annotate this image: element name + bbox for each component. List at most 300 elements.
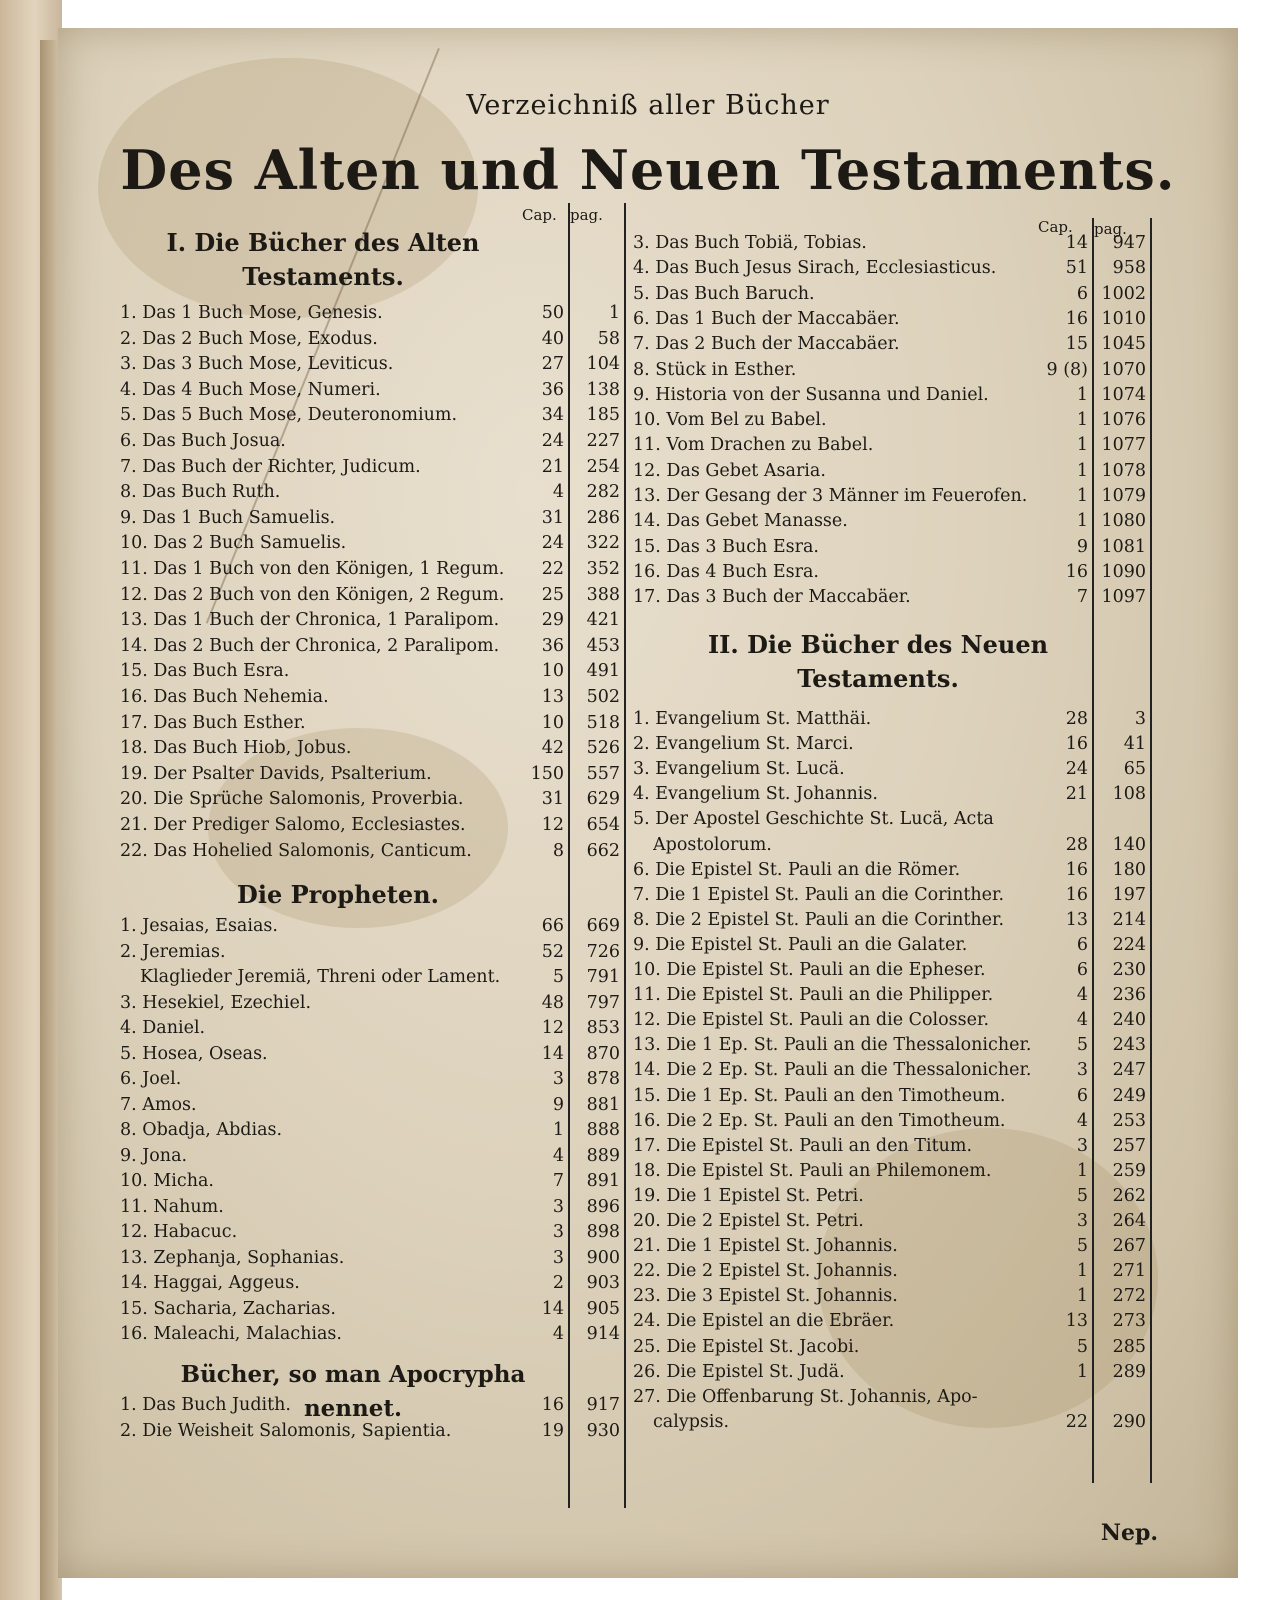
book-entry — [120, 1297, 620, 1322]
book-title: 5. Das 5 Buch Mose, Deuteronomium. — [120, 405, 458, 426]
book-title: 7. Das Buch der Richter, Judicum. — [120, 456, 421, 477]
page-number: 271 — [1112, 1261, 1146, 1282]
book-title: 14. Das 2 Buch der Chronica, 2 Paralipom. — [120, 635, 500, 656]
book-entry — [633, 707, 1146, 732]
page-number: 254 — [586, 456, 620, 477]
book-entry — [120, 659, 620, 684]
chapter-count: 5 — [1076, 1336, 1088, 1357]
chapter-count: 1 — [1076, 1286, 1088, 1307]
page-number: 108 — [1112, 784, 1146, 805]
book-entry — [120, 352, 620, 377]
book-entry — [120, 531, 620, 556]
page-number: 41 — [1123, 734, 1146, 755]
book-entry — [120, 736, 620, 761]
page-number: 1045 — [1101, 334, 1146, 355]
book-title: 22. Die 2 Epistel St. Johannis. — [633, 1261, 898, 1282]
chapter-count: 1 — [1076, 460, 1088, 481]
page-number: 104 — [586, 354, 620, 375]
book-entry — [633, 1385, 1146, 1410]
page-number: 903 — [586, 1273, 620, 1293]
page-number: 557 — [586, 763, 620, 784]
page-number: 322 — [586, 533, 620, 554]
page-number: 914 — [586, 1324, 620, 1344]
book-title: 9. Die Epistel St. Pauli an die Galater. — [633, 934, 968, 955]
chapter-count: 16 — [1065, 308, 1088, 329]
chapter-count: 36 — [541, 379, 564, 400]
chapter-count: 1 — [1076, 435, 1088, 456]
book-entry — [633, 535, 1146, 560]
book-title: 12. Die Epistel St. Pauli an die Colosser. — [633, 1010, 990, 1031]
page-number: 227 — [586, 431, 620, 451]
book-entry — [633, 459, 1146, 484]
page-number: 654 — [586, 815, 620, 835]
page-title: Des Alten und Neuen Testaments. — [120, 138, 1176, 202]
book-title: 18. Die Epistel St. Pauli an Philemonem. — [633, 1160, 992, 1181]
page-number: 247 — [1112, 1060, 1146, 1081]
book-title: 15. Das Buch Esra. — [120, 661, 290, 682]
book-title: 16. Das Buch Nehemia. — [120, 687, 329, 707]
book-entry — [633, 307, 1146, 332]
cap-column-header-left: Cap. — [522, 206, 557, 224]
book-entry — [633, 1309, 1146, 1334]
chapter-count: 42 — [541, 738, 564, 759]
chapter-count: 28 — [1065, 709, 1088, 729]
book-title: 1. Jesaias, Esaias. — [120, 916, 278, 936]
chapter-count: 66 — [541, 916, 564, 936]
page-number: 896 — [586, 1196, 620, 1217]
book-title: 10. Micha. — [120, 1171, 214, 1191]
chapter-count: 6 — [1076, 960, 1088, 980]
book-title: 13. Das 1 Buch der Chronica, 1 Paralipom. — [120, 610, 500, 631]
page-number: 1070 — [1101, 359, 1146, 380]
book-title: 3. Hesekiel, Ezechiel. — [120, 992, 312, 1013]
chapter-count: 25 — [541, 584, 564, 605]
chapter-count: 14 — [1065, 233, 1088, 253]
page-number: 289 — [1112, 1361, 1146, 1382]
book-title: 11. Das 1 Buch von den Königen, 1 Regum. — [120, 559, 505, 579]
page-number: 629 — [586, 789, 620, 810]
page-number: 930 — [586, 1421, 620, 1441]
chapter-count: 51 — [1065, 258, 1088, 279]
book-title: 14. Haggai, Aggeus. — [120, 1273, 300, 1293]
book-entry — [633, 1184, 1146, 1209]
book-title: 5. Der Apostel Geschichte St. Lucä, Acta — [633, 809, 994, 830]
section-new-testament: II. Die Bücher des Neuen Testaments. — [707, 630, 1049, 693]
book-entry — [120, 506, 620, 531]
book-title: 5. Das Buch Baruch. — [633, 283, 815, 304]
book-entry — [120, 1144, 620, 1169]
book-entry — [633, 332, 1146, 357]
book-title: 6. Das Buch Josua. — [120, 431, 286, 451]
book-entry — [120, 1093, 620, 1118]
book-title: 5. Hosea, Oseas. — [120, 1043, 268, 1064]
chapter-count: 4 — [1076, 985, 1088, 1006]
chapter-count: 3 — [552, 1069, 564, 1089]
book-title: 19. Der Psalter Davids, Psalterium. — [120, 763, 432, 784]
chapter-count: 28 — [1065, 834, 1088, 855]
book-entry — [120, 1169, 620, 1194]
book-title: 6. Joel. — [120, 1069, 182, 1089]
book-page — [58, 28, 1238, 1578]
book-entry — [633, 732, 1146, 757]
page-number: 230 — [1112, 960, 1146, 980]
book-entry — [633, 358, 1146, 383]
chapter-count: 5 — [552, 967, 564, 987]
page-number: 3 — [1134, 709, 1146, 729]
book-title: 9. Jona. — [120, 1145, 188, 1166]
book-title: 1. Evangelium St. Matthäi. — [633, 709, 872, 729]
book-entry — [633, 408, 1146, 433]
page-number: 898 — [586, 1222, 620, 1242]
page-number: 236 — [1112, 985, 1146, 1006]
section-apocrypha: Bücher, so man Apocrypha nennet. — [180, 1361, 526, 1422]
page-number: 1090 — [1101, 561, 1146, 582]
page-number: 257 — [1112, 1135, 1146, 1156]
book-entry — [120, 1246, 620, 1271]
book-entry — [633, 782, 1146, 807]
book-title: 12. Das Gebet Asaria. — [633, 460, 826, 481]
page-number: 421 — [586, 610, 620, 631]
book-title: 14. Das Gebet Manasse. — [633, 511, 848, 532]
page-number: 878 — [586, 1069, 620, 1089]
book-title: 18. Das Buch Hiob, Jobus. — [120, 738, 352, 759]
book-entry — [633, 1234, 1146, 1259]
book-entry — [120, 914, 620, 939]
book-title: 23. Die 3 Epistel St. Johannis. — [633, 1286, 898, 1307]
chapter-count: 21 — [541, 456, 564, 477]
chapter-count: 40 — [541, 328, 564, 349]
book-entry — [633, 585, 1146, 610]
page-number: 453 — [586, 635, 620, 656]
page-number: 1078 — [1101, 460, 1146, 481]
page-number: 285 — [1112, 1336, 1146, 1357]
book-title: 12. Das 2 Buch von den Königen, 2 Regum. — [120, 584, 505, 605]
book-title: 10. Die Epistel St. Pauli an die Epheser. — [633, 960, 986, 980]
book-entry — [120, 1220, 620, 1245]
page-number: 1081 — [1101, 536, 1146, 557]
book-entry — [633, 433, 1146, 458]
chapter-count: 10 — [541, 661, 564, 682]
book-title: 15. Sacharia, Zacharias. — [120, 1298, 336, 1319]
book-title: 20. Die Sprüche Salomonis, Proverbia. — [120, 789, 464, 810]
book-title: 3. Das 3 Buch Mose, Leviticus. — [120, 354, 394, 375]
chapter-count: 31 — [541, 789, 564, 810]
book-entry — [120, 1419, 620, 1444]
page-number: 262 — [1112, 1185, 1146, 1206]
page-number: 958 — [1112, 258, 1146, 279]
book-title: 3. Evangelium St. Lucä. — [633, 759, 845, 780]
page-number: 526 — [586, 738, 620, 759]
chapter-count: 14 — [541, 1043, 564, 1064]
book-title: 4. Evangelium St. Johannis. — [633, 784, 878, 805]
book-entry — [120, 787, 620, 812]
chapter-count: 9 — [1076, 536, 1088, 557]
page-number: 870 — [586, 1043, 620, 1064]
book-title: 16. Maleachi, Malachias. — [120, 1324, 342, 1344]
book-entry — [633, 1134, 1146, 1159]
page-number: 185 — [586, 405, 620, 426]
page-number: 253 — [1112, 1110, 1146, 1131]
chapter-count: 3 — [552, 1247, 564, 1268]
book-title: 2. Die Weisheit Salomonis, Sapientia. — [120, 1421, 452, 1441]
book-title: 13. Zephanja, Sophanias. — [120, 1247, 345, 1268]
book-entry — [633, 1360, 1146, 1385]
chapter-count: 16 — [1065, 859, 1088, 880]
book-title: 14. Die 2 Ep. St. Pauli an die Thessalonicher. — [633, 1060, 1032, 1081]
chapter-count: 3 — [1076, 1211, 1088, 1231]
page-number: 65 — [1123, 759, 1146, 780]
book-entry — [120, 557, 620, 582]
chapter-count: 48 — [541, 992, 564, 1013]
book-title: 8. Das Buch Ruth. — [120, 482, 281, 503]
book-title: 8. Die 2 Epistel St. Pauli an die Corinther. — [633, 909, 1005, 930]
book-title: 2. Evangelium St. Marci. — [633, 734, 854, 755]
page-subtitle: Verzeichniß aller Bücher — [466, 90, 830, 121]
book-title: 21. Die 1 Epistel St. Johannis. — [633, 1236, 898, 1257]
book-title: calypsis. — [653, 1411, 730, 1432]
book-title: 6. Das 1 Buch der Maccabäer. — [633, 308, 900, 329]
book-title: 13. Die 1 Ep. St. Pauli an die Thessalonicher. — [633, 1035, 1032, 1056]
book-entry — [633, 858, 1146, 883]
book-title: 11. Nahum. — [120, 1196, 224, 1217]
book-title: 16. Die 2 Ep. St. Pauli an den Timotheum. — [633, 1110, 1006, 1131]
chapter-count: 12 — [541, 1018, 564, 1038]
book-title: 22. Das Hohelied Salomonis, Canticum. — [120, 840, 472, 861]
page-number: 58 — [597, 328, 620, 349]
chapter-count: 7 — [552, 1171, 564, 1191]
chapter-count: 16 — [1065, 734, 1088, 755]
section-prophets: Die Propheten. — [237, 880, 439, 909]
chapter-count: 6 — [1076, 1085, 1088, 1106]
page-number: 917 — [586, 1395, 620, 1415]
chapter-count: 24 — [541, 533, 564, 554]
book-title: 11. Vom Drachen zu Babel. — [633, 435, 874, 456]
book-title: 7. Die 1 Epistel St. Pauli an die Corinther. — [633, 884, 1005, 905]
chapter-count: 3 — [552, 1196, 564, 1217]
book-entry — [633, 1410, 1146, 1435]
chapter-count: 4 — [552, 482, 564, 503]
book-entry — [633, 883, 1146, 908]
book-entry — [633, 1209, 1146, 1234]
book-entry — [633, 1159, 1146, 1184]
page-number: 662 — [586, 840, 620, 861]
chapter-count: 5 — [1076, 1035, 1088, 1056]
book-entry — [633, 256, 1146, 281]
chapter-count: 21 — [1065, 784, 1088, 805]
chapter-count: 1 — [1076, 486, 1088, 506]
page-number: 791 — [586, 967, 620, 987]
book-entry — [120, 940, 620, 965]
book-title: 10. Vom Bel zu Babel. — [633, 410, 827, 431]
book-entry — [120, 480, 620, 505]
book-entry — [120, 1042, 620, 1067]
page-number: 1 — [608, 303, 620, 323]
book-entry — [633, 1033, 1146, 1058]
chapter-count: 6 — [1076, 934, 1088, 955]
book-title: 1. Das Buch Judith. — [120, 1395, 291, 1415]
book-entry — [633, 833, 1146, 858]
chapter-count: 4 — [1076, 1110, 1088, 1131]
book-entry — [120, 762, 620, 787]
page-number: 1097 — [1101, 587, 1146, 608]
chapter-count: 4 — [1076, 1010, 1088, 1031]
column-rule — [1150, 218, 1152, 1483]
book-title: 4. Daniel. — [120, 1018, 206, 1038]
chapter-count: 3 — [1076, 1060, 1088, 1081]
chapter-count: 34 — [541, 405, 564, 426]
chapter-count: 52 — [541, 941, 564, 962]
chapter-count: 24 — [1065, 759, 1088, 780]
book-title: 12. Habacuc. — [120, 1222, 238, 1242]
book-entry — [633, 1284, 1146, 1309]
page-number: 905 — [586, 1298, 620, 1319]
chapter-count: 12 — [541, 815, 564, 835]
page-number: 267 — [1112, 1236, 1146, 1257]
page-number: 518 — [586, 712, 620, 733]
book-entry — [633, 560, 1146, 585]
chapter-count: 4 — [552, 1324, 564, 1344]
book-title: 6. Die Epistel St. Pauli an die Römer. — [633, 859, 961, 880]
page-number: 138 — [586, 379, 620, 400]
book-title: 13. Der Gesang der 3 Männer im Feuerofen. — [633, 486, 1028, 506]
chapter-count: 2 — [552, 1273, 564, 1293]
page-number: 140 — [1112, 834, 1146, 855]
book-entry — [120, 965, 620, 990]
chapter-count: 5 — [1076, 1236, 1088, 1257]
book-title: 7. Amos. — [120, 1094, 197, 1115]
book-title: 8. Obadja, Abdias. — [120, 1120, 283, 1140]
book-title: 17. Die Epistel St. Pauli an den Titum. — [633, 1135, 973, 1156]
book-title: 2. Jeremias. — [120, 941, 226, 962]
book-entry — [120, 1322, 620, 1347]
page-number: 180 — [1112, 859, 1146, 880]
book-title: 9. Historia von der Susanna und Daniel. — [633, 384, 989, 405]
book-title: 15. Die 1 Ep. St. Pauli an den Timotheum. — [633, 1085, 1006, 1106]
book-entry — [633, 1058, 1146, 1083]
chapter-count: 10 — [541, 712, 564, 733]
page-number: 1002 — [1101, 283, 1146, 304]
book-entry — [120, 634, 620, 659]
book-title: 10. Das 2 Buch Samuelis. — [120, 533, 347, 554]
book-entry — [120, 1118, 620, 1143]
book-entry — [633, 509, 1146, 534]
page-number: 900 — [586, 1247, 620, 1268]
chapter-count: 8 — [552, 840, 564, 861]
book-entry — [120, 608, 620, 633]
chapter-count: 1 — [1076, 384, 1088, 405]
chapter-count: 1 — [552, 1120, 564, 1140]
book-entry — [633, 983, 1146, 1008]
chapter-count: 16 — [1065, 561, 1088, 582]
book-title: 26. Die Epistel St. Judä. — [633, 1361, 845, 1382]
book-entry — [120, 685, 620, 710]
page-number: 282 — [586, 482, 620, 503]
book-title: Apostolorum. — [653, 834, 772, 855]
chapter-count: 4 — [552, 1145, 564, 1166]
chapter-count: 50 — [541, 303, 564, 323]
book-entry — [633, 1259, 1146, 1284]
page-number: 881 — [586, 1094, 620, 1115]
page-number: 264 — [1112, 1211, 1146, 1231]
page-number: 891 — [586, 1171, 620, 1191]
book-title: 16. Das 4 Buch Esra. — [633, 561, 819, 582]
page-number: 889 — [586, 1145, 620, 1166]
book-title: 21. Der Prediger Salomo, Ecclesiastes. — [120, 815, 466, 835]
chapter-count: 9 — [552, 1094, 564, 1115]
book-entry — [120, 991, 620, 1016]
book-entry — [633, 1335, 1146, 1360]
book-entry — [120, 403, 620, 428]
book-title: 4. Das 4 Buch Mose, Numeri. — [120, 379, 381, 400]
page-number: 1074 — [1101, 384, 1146, 405]
book-entry — [633, 1008, 1146, 1033]
book-entry — [120, 327, 620, 352]
section-old-testament: I. Die Bücher des Alten Testaments. — [166, 228, 480, 291]
book-entry — [120, 378, 620, 403]
page-number: 272 — [1112, 1286, 1146, 1307]
book-entry — [120, 711, 620, 736]
page-number: 197 — [1112, 884, 1146, 905]
chapter-count: 9 (8) — [1046, 359, 1088, 380]
book-entry — [633, 484, 1146, 509]
chapter-count: 1 — [1076, 1261, 1088, 1282]
pag-column-header-right: pag. — [1094, 220, 1127, 238]
book-entry — [120, 813, 620, 838]
book-title: Klaglieder Jeremiä, Threni oder Lament. — [140, 967, 501, 987]
page-number: 352 — [586, 559, 620, 579]
chapter-count: 1 — [1076, 1160, 1088, 1181]
chapter-count: 7 — [1076, 587, 1088, 608]
chapter-count: 3 — [1076, 1135, 1088, 1156]
book-entry — [633, 282, 1146, 307]
book-title: 24. Die Epistel an die Ebräer. — [633, 1311, 895, 1332]
page-number: 286 — [586, 507, 620, 528]
column-rule — [624, 203, 626, 1508]
page-number: 290 — [1112, 1411, 1146, 1432]
book-entry — [633, 757, 1146, 782]
chapter-count: 6 — [1076, 283, 1088, 304]
book-entry — [120, 455, 620, 480]
chapter-count: 1 — [1076, 1361, 1088, 1382]
chapter-count: 29 — [541, 610, 564, 631]
book-entry — [633, 231, 1146, 256]
page-number: 224 — [1112, 934, 1146, 955]
book-entry — [633, 933, 1146, 958]
book-entry — [633, 1084, 1146, 1109]
page-number: 1077 — [1101, 435, 1146, 456]
chapter-count: 14 — [541, 1298, 564, 1319]
chapter-count: 5 — [1076, 1185, 1088, 1206]
book-entry — [120, 429, 620, 454]
chapter-count: 150 — [530, 763, 564, 784]
book-title: 20. Die 2 Epistel St. Petri. — [633, 1211, 864, 1231]
book-title: 3. Das Buch Tobiä, Tobias. — [633, 233, 867, 253]
book-entry — [120, 1067, 620, 1092]
page-number: 888 — [586, 1120, 620, 1140]
chapter-count: 16 — [541, 1395, 564, 1415]
page-number: 1080 — [1101, 511, 1146, 532]
book-title: 17. Das Buch Esther. — [120, 712, 306, 733]
chapter-count: 31 — [541, 507, 564, 528]
page-number: 240 — [1112, 1010, 1146, 1031]
page-number: 243 — [1112, 1035, 1146, 1056]
chapter-count: 24 — [541, 431, 564, 451]
book-title: 8. Stück in Esther. — [633, 359, 797, 380]
book-entry — [633, 958, 1146, 983]
page-number: 797 — [586, 992, 620, 1013]
chapter-count: 15 — [1065, 334, 1088, 355]
chapter-count: 22 — [541, 559, 564, 579]
